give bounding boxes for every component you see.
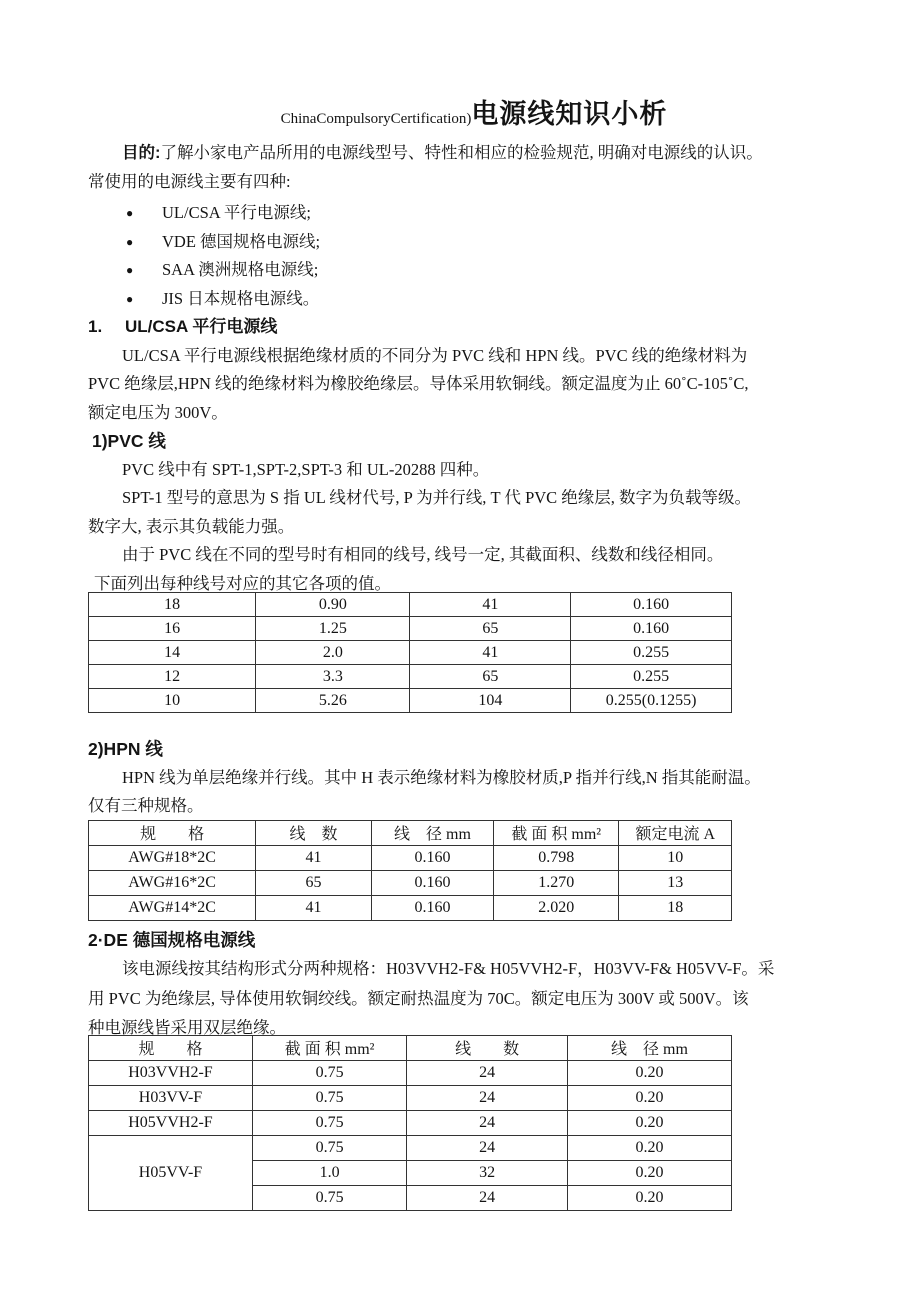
table-cell: 104 — [410, 689, 571, 713]
table-cell: 24 — [407, 1135, 568, 1160]
section-number: 1. — [88, 317, 103, 336]
table-cell: 24 — [407, 1085, 568, 1110]
de-paragraph-line: 用 PVC 为绝缘层, 导体使用软铜绞线。额定耐热温度为 70C。额定电压为 300V 或 500V。该 — [88, 988, 749, 1008]
table-header-row — [89, 820, 732, 845]
table-cell: 13 — [619, 870, 732, 895]
table-cell: 0.160 — [571, 593, 732, 617]
table-cell: 16 — [89, 617, 256, 641]
de-spec-table — [88, 1035, 732, 1211]
title-latin-text: ChinaCompulsoryCertification) — [280, 111, 472, 127]
table-cell: AWG#16*2C — [89, 870, 256, 895]
table-cell: 3.3 — [256, 665, 410, 689]
list-item-label: VDE 德国规格电源线; — [162, 231, 321, 251]
table-row — [89, 1135, 732, 1160]
table-cell: 0.20 — [568, 1110, 732, 1135]
column-header: 线 径 mm — [568, 1035, 732, 1060]
table-cell: 1.270 — [494, 870, 619, 895]
column-header: 规 格 — [89, 1035, 253, 1060]
cord-type-list — [88, 199, 860, 313]
column-header: 线 径 mm — [371, 820, 493, 845]
table-cell: 0.255(0.1255) — [571, 689, 732, 713]
list-item-label: UL/CSA 平行电源线; — [162, 203, 311, 222]
bullet-icon: ● — [126, 263, 134, 277]
table-cell: H03VV-F — [89, 1085, 253, 1110]
ulcsa-paragraph-line: UL/CSA 平行电源线根据绝缘材质的不同分为 PVC 线和 HPN 线。PVC 线的绝缘材料为 — [122, 345, 748, 365]
table-cell: 41 — [410, 593, 571, 617]
de-paragraph-line: 种电源线皆采用双层绝缘。 — [88, 1018, 286, 1037]
pvc-paragraph-line: 数字大, 表示其负载能力强。 — [88, 516, 295, 536]
table-row — [89, 665, 732, 689]
table-cell: 0.20 — [568, 1135, 732, 1160]
table-cell: 1.0 — [252, 1160, 406, 1185]
page-title — [88, 92, 860, 128]
table-cell: 41 — [256, 895, 372, 920]
table-cell: 2.0 — [256, 641, 410, 665]
table-cell: 24 — [407, 1060, 568, 1085]
table-cell: 10 — [619, 845, 732, 870]
table-cell: 0.160 — [571, 617, 732, 641]
table-row — [89, 689, 732, 713]
pvc-paragraph-line: 由于 PVC 线在不同的型号时有相同的线号, 线号一定, 其截面积、线数和线径相同。 — [122, 545, 724, 564]
table-cell: 10 — [89, 689, 256, 713]
table-cell: 1.25 — [256, 617, 410, 641]
table-cell: 5.26 — [256, 689, 410, 713]
table-row — [89, 895, 732, 920]
merged-spec-cell: H05VV-F — [89, 1135, 253, 1210]
list-item-label: SAA 澳洲规格电源线; — [162, 260, 319, 279]
section-heading-de: 2·DE 德国规格电源线 — [88, 929, 256, 950]
pvc-paragraph-line: 下面列出每种线号对应的其它各项的值。 — [94, 573, 391, 593]
table-cell: 18 — [89, 593, 256, 617]
table-cell: 0.75 — [252, 1060, 406, 1085]
table-row — [89, 641, 732, 665]
table-cell: 18 — [619, 895, 732, 920]
table-cell: AWG#14*2C — [89, 895, 256, 920]
list-item — [88, 256, 860, 285]
table-cell: AWG#18*2C — [89, 845, 256, 870]
table-cell: 0.20 — [568, 1160, 732, 1185]
table-cell: 0.20 — [568, 1085, 732, 1110]
bullet-icon: ● — [126, 234, 134, 249]
hpn-spec-table — [88, 820, 732, 921]
column-header: 规 格 — [89, 820, 256, 845]
purpose-text: 了解小家电产品所用的电源线型号、特性和相应的检验规范, 明确对电源线的认识。 — [160, 143, 763, 162]
table-cell: 41 — [256, 845, 372, 870]
pvc-wire-table — [88, 592, 732, 713]
table-cell: 14 — [89, 641, 256, 665]
pvc-paragraph-line: SPT-1 型号的意思为 S 指 UL 线材代号, P 为并行线, T 代 PVC 绝缘层, 数字为负载等级。 — [122, 488, 752, 507]
table-cell: 0.75 — [252, 1135, 406, 1160]
purpose-paragraph — [88, 139, 860, 168]
purpose-paragraph-line2: 常使用的电源线主要有四种: — [88, 171, 291, 191]
hpn-paragraph-line: 仅有三种规格。 — [88, 796, 204, 815]
table-cell: 0.798 — [494, 845, 619, 870]
column-header: 线 数 — [256, 820, 372, 845]
list-item — [88, 285, 860, 314]
table-cell: 0.255 — [571, 641, 732, 665]
column-header: 线 数 — [407, 1035, 568, 1060]
purpose-label: 目的: — [122, 144, 161, 162]
column-header: 额定电流 A — [619, 820, 732, 845]
table-cell: 24 — [407, 1110, 568, 1135]
table-cell: 0.75 — [252, 1185, 406, 1210]
table-cell: 0.160 — [371, 895, 493, 920]
table-cell: 0.75 — [252, 1110, 406, 1135]
table-cell: 0.20 — [568, 1185, 732, 1210]
ulcsa-paragraph-line: PVC 绝缘层,HPN 线的绝缘材料为橡胶绝缘层。导体采用软铜线。额定温度为止 60˚C-105˚C, — [88, 374, 749, 393]
table-cell: 65 — [410, 665, 571, 689]
table-cell: 41 — [410, 641, 571, 665]
de-paragraph-line: 该电源线按其结构形式分两种规格：H03VVH2-F& H05VVH2-F，H03VV-F& H05VV-F。采 — [122, 959, 775, 978]
table-row — [89, 1110, 732, 1135]
column-header: 截 面 积 mm² — [494, 820, 619, 845]
bullet-icon: ● — [126, 206, 134, 220]
bullet-icon: ● — [126, 291, 134, 306]
table-cell: 24 — [407, 1185, 568, 1210]
table-cell: 65 — [256, 870, 372, 895]
table-cell: 0.20 — [568, 1060, 732, 1085]
table-cell: 0.160 — [371, 845, 493, 870]
hpn-paragraph-line: HPN 线为单层绝缘并行线。其中 H 表示绝缘材料为橡胶材质,P 指并行线,N 指其能耐温。 — [122, 767, 761, 787]
list-item — [88, 228, 860, 257]
list-item-label: JIS 日本规格电源线。 — [162, 288, 320, 308]
subsection-heading-hpn: 2)HPN 线 — [88, 739, 163, 759]
table-cell: 2.020 — [494, 895, 619, 920]
title-chinese-text: 电源线知识小析 — [471, 99, 668, 129]
table-row — [89, 1085, 732, 1110]
table-cell: H05VVH2-F — [89, 1110, 253, 1135]
column-header: 截 面 积 mm² — [252, 1035, 406, 1060]
table-cell: 0.75 — [252, 1085, 406, 1110]
table-row — [89, 845, 732, 870]
subsection-heading-pvc: 1)PVC 线 — [92, 431, 166, 451]
table-cell: H03VVH2-F — [89, 1060, 253, 1085]
list-item — [88, 199, 860, 228]
table-row — [89, 870, 732, 895]
table-header-row — [89, 1035, 732, 1060]
table-cell: 32 — [407, 1160, 568, 1185]
table-cell: 65 — [410, 617, 571, 641]
section-title: UL/CSA 平行电源线 — [125, 317, 278, 336]
table-cell: 12 — [89, 665, 256, 689]
table-row — [89, 1060, 732, 1085]
table-cell: 0.90 — [256, 593, 410, 617]
pvc-paragraph-line: PVC 线中有 SPT-1,SPT-2,SPT-3 和 UL-20288 四种。 — [122, 459, 490, 479]
table-cell: 0.255 — [571, 665, 732, 689]
ulcsa-paragraph-line: 额定电压为 300V。 — [88, 402, 228, 422]
table-cell: 0.160 — [371, 870, 493, 895]
section-heading-ulcsa — [88, 313, 860, 342]
table-row — [89, 617, 732, 641]
